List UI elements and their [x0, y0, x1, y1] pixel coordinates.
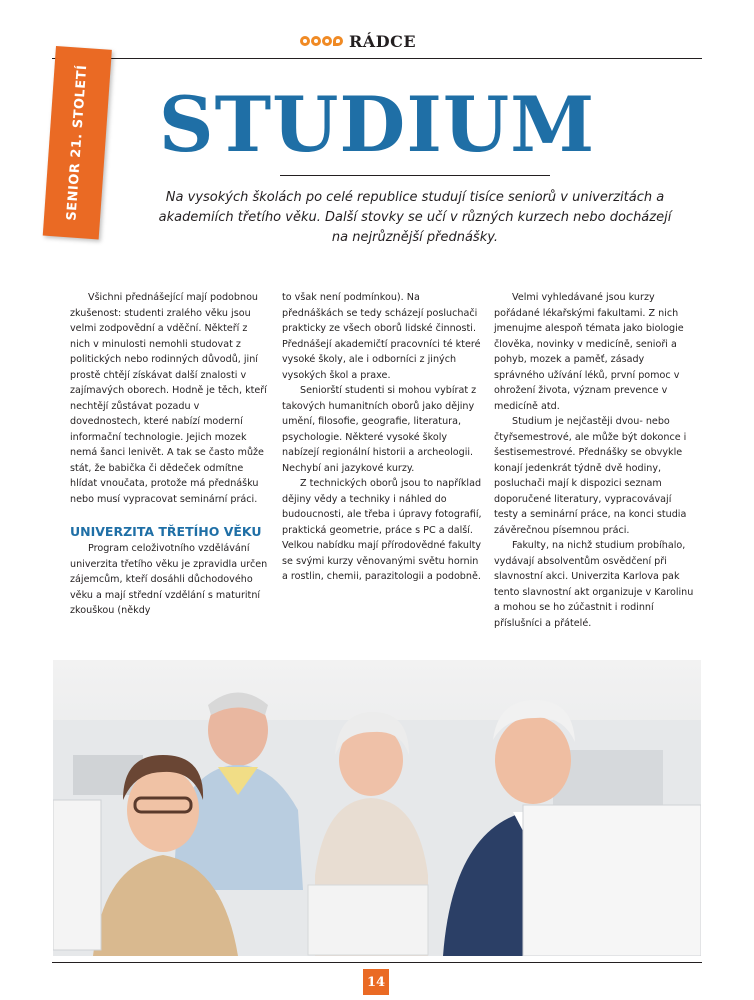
seniors-at-computers-photo: [53, 660, 701, 956]
title-divider: [280, 175, 550, 176]
paragraph: Program celoživotního vzdělávání univerzita třetího věku je zpravidla určen zájemcům, kteří dosáhli důchodového věku a mají střední vzdělání s maturitní zkouškou (někdy: [70, 543, 268, 616]
lead-paragraph: Na vysokých školách po celé republice studují tisíce seniorů v univerzitách a akademiích třetího věku. Další stovky se učí v různých kurzech nebo docházejí na nejrůznější přednášky.: [158, 190, 672, 245]
paragraph: Seniorští studenti si mohou vybírat z takových humanitních oborů jako dějiny umění, filosofie, geografie, literatura, psychologie. Některé vysoké školy nabízejí regionální historii a archeologii. Nechybí ani jazykové kurzy.: [282, 385, 477, 474]
magazine-section-title: RÁDCE: [349, 31, 417, 51]
text-column-1: [70, 290, 270, 619]
text-column-2: [282, 290, 482, 585]
paragraph: Velmi vyhledávané jsou kurzy pořádané lékařskými fakultami. Z nich jmenujme alespoň témata jako biologie člověka, novinky v medicíně, senioři a pohyb, mozek a paměť, zásady správného užívání léků, první pomoc v ohrožení života, význam prevence v medicíně atd.: [494, 292, 684, 412]
footer-divider: [52, 962, 702, 963]
page-title: STUDIUM: [158, 80, 596, 169]
subheading: UNIVERZITA TŘETÍHO VĚKU: [70, 524, 262, 539]
page-header: [300, 28, 416, 54]
paragraph: Studium je nejčastěji dvou- nebo čtyřsemestrové, ale může být dokonce i šestisemestrové. Přednášky se obvykle konají jedenkrát týdně dvě hodiny, posluchači mají k dispozici seznam doporučené literatury, vypracovávají testy a seminární práce, na konci studia závěrečnou písemnou práci.: [494, 416, 687, 536]
paragraph: Z technických oborů jsou to například dějiny vědy a techniky i náhled do budoucnosti, ale třeba i úpravy fotografií, praktická geometrie, práce s PC a další. Velkou nabídku mají přírodovědné fakulty se svými kurzy věnovanými světu hornin a rostlin, chemii, parazitologii a podobně.: [282, 478, 482, 582]
page-number: 14: [363, 969, 389, 995]
section-ribbon-label: SENIOR 21. STOLETÍ: [64, 64, 91, 222]
text-column-3: [494, 290, 694, 631]
paragraph: Všichni přednášející mají podobnou zkušenost: studenti zralého věku jsou velmi zodpovědní a vděční. Někteří z nich v minulosti nemohli studovat z politických nebo rodinných důvodů, jiní prostě chtějí získávat další znalosti v zajímavých oborech. Hodně je těch, kteří nechtějí zůstávat pozadu v dovednostech, které nabízí moderní informační technologie. Jejich mozek nemá šanci lenivět. A tak se často může stát, že babička či dědeček odmítne hlídat vnoučata, protože má přednášku nebo musí vypracovat seminární práci.: [70, 292, 267, 505]
header-divider: [52, 58, 702, 59]
paragraph: to však není podmínkou). Na přednáškách se tedy scházejí posluchači prakticky ze všech oborů lidské činnosti. Přednášejí akademičtí pracovníci té které vysoké školy, ale i odborníci z jiných vysokých škol a praxe.: [282, 292, 481, 381]
paragraph: Fakulty, na nichž studium probíhalo, vydávají absolventům osvědčení při slavnostní akci. Univerzita Karlova pak tento slavnostní akt organizuje v Karolinu a mohou se ho zúčastnit i rodinní příslušníci a přátelé.: [494, 540, 694, 629]
coop-logo: [300, 36, 343, 46]
